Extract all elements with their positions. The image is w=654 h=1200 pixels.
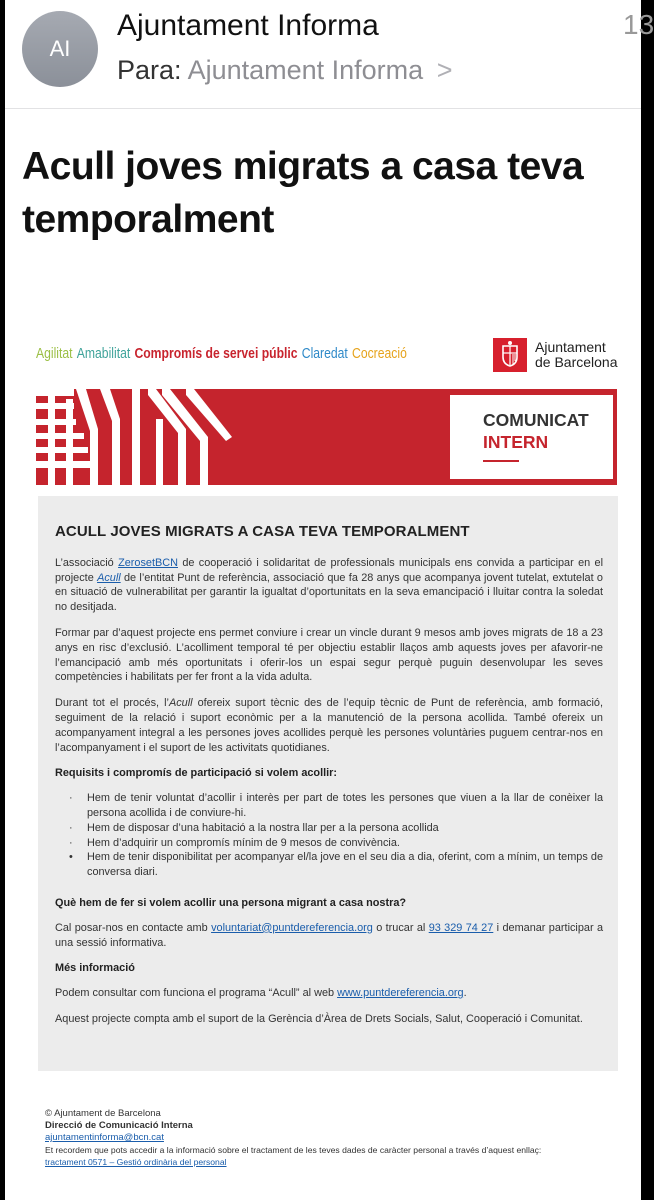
list-item	[55, 791, 603, 821]
volunteer-email-link[interactable]: voluntariat@puntdereferencia.org	[211, 921, 373, 934]
more-text-a: Podem consultar com funciona el programa “Acull” al web	[55, 987, 338, 1000]
bullet-icon: •	[69, 851, 73, 864]
ajuntament-logo	[493, 338, 618, 372]
intern-underline	[483, 460, 519, 462]
website-link[interactable]: www.puntdereferencia.org	[337, 987, 464, 1000]
logo-text	[535, 340, 618, 370]
value-claredat: Claredat	[301, 346, 348, 362]
p1-text-c: de l’entitat Punt de referència, associació que fa 28 anys que acompanya jovent tutelat, extutelat o en situació de vulnerabilitat per garantir la igualtat d’oportunitats en la seva emancipació i lluitar contra la soledat no desitjada.	[55, 571, 603, 614]
list-item	[55, 821, 603, 836]
bullet-icon: ·	[69, 836, 73, 849]
requirements-heading: Requisits i compromís de participació si volem acollir:	[55, 767, 338, 780]
more-text-b: .	[463, 987, 467, 1000]
footer-privacy-link[interactable]: tractament 0571 – Gestió ordinària del personal	[45, 1157, 227, 1167]
requirement-text: Hem de disposar d’una habitació a la nostra llar per a la persona acollida	[87, 821, 439, 834]
value-agilitat: Agilitat	[36, 346, 73, 362]
logo-line-2: de Barcelona	[535, 354, 618, 370]
sender-name[interactable]: Ajuntament Informa	[117, 9, 379, 42]
paragraph-more-info	[55, 986, 603, 1001]
p3-italic: Acull	[168, 697, 193, 710]
list-item	[55, 850, 603, 880]
paragraph-intro	[55, 556, 603, 615]
paragraph-support: Aquest projecte compta amb el suport de la Gerència d’Àrea de Drets Socials, Salut, Cooperació i Comunitat.	[55, 1012, 583, 1025]
list-item	[55, 836, 603, 851]
requirements-list	[55, 791, 603, 880]
how-to-heading: Què hem de fer si volem acollir una persona migrant a casa nostra?	[55, 896, 407, 909]
subject-line-1: Acull joves migrats a casa teva	[22, 145, 584, 188]
zerosetbcn-link[interactable]: ZerosetBCN	[118, 556, 178, 569]
announcement-body	[38, 496, 618, 1071]
p1-text-a: L’associació	[55, 556, 119, 569]
to-label: Para:	[117, 55, 182, 85]
paragraph-project: Formar par d’aquest projecte ens permet conviure i crear un vincle durant 9 mesos amb joves migrats de 18 a 23 anys en risc d’exclusió. L’acolliment temporal té per objectiu establir llaços amb aquests joves per afavorir-ne l’emancipació amb més oportunitats i oferir-los un espai segur perquè puguin desenvolupar les seves competències i habilitats per fer front a la vida adulta.	[55, 626, 603, 684]
paragraph-process	[55, 696, 603, 755]
p3-text-b: ofereix suport tècnic des de l’equip tècnic de Punt de referència, amb formació, seguiment de la relació i suport econòmic per a la manutenció de la persona acollida. També ofereix un acompanyament integral a les persones joves acollides perquè les persones voluntàries puguem centrar-nos en l’acompanyament i el suport de les activitats quotidianes.	[55, 697, 604, 754]
footer-copyright: © Ajuntament de Barcelona	[45, 1108, 161, 1119]
p1-text-b: de cooperació i solidaritat de professionals municipals ens convida a participar en el projecte	[55, 556, 603, 584]
announcement-title: ACULL JOVES MIGRATS A CASA TEVA TEMPORALMENT	[55, 523, 470, 540]
acull-link[interactable]: Acull	[97, 571, 121, 584]
p3-text-a: Durant tot el procés, l’	[55, 697, 169, 710]
recipient-name[interactable]: Ajuntament Informa	[187, 55, 424, 85]
email-date: 13	[623, 9, 654, 40]
email-subject	[22, 140, 632, 246]
footer-email-link[interactable]: ajuntamentinforma@bcn.cat	[45, 1132, 164, 1143]
barcelona-shield-icon	[493, 338, 527, 372]
bullet-icon: ·	[69, 821, 73, 834]
email-view	[5, 0, 654, 1200]
paragraph-contact	[55, 921, 603, 951]
value-cocreacio: Cocreació	[352, 346, 407, 362]
requirement-text: Hem de tenir disponibilitat per acompanyar el/la jove en el seu dia a dia, oferint, com a mínim, un temps de conversa diari.	[87, 851, 603, 879]
sender-avatar[interactable]	[22, 11, 98, 87]
value-compromis: Compromís de servei públic	[134, 346, 298, 362]
logo-line-1: Ajuntament	[535, 339, 606, 355]
header-divider	[5, 108, 641, 109]
more-info-heading: Més informació	[55, 962, 135, 975]
value-amabilitat: Amabilitat	[76, 346, 131, 362]
footer-privacy-note: Et recordem que pots accedir a la informació sobre el tractament de les teves dades de caràcter personal a través d’aquest enllaç:	[45, 1145, 542, 1155]
email-footer	[45, 1108, 625, 1168]
contact-text-c: i demanar participar a una sessió informativa.	[55, 921, 604, 949]
contact-text-a: Cal posar-nos en contacte amb	[55, 921, 212, 934]
avatar-initials: AI	[49, 36, 71, 61]
bullet-icon: ·	[69, 792, 73, 805]
subject-line-2: temporalment	[22, 198, 274, 241]
recipient-line[interactable]	[117, 55, 452, 86]
chevron-right-icon[interactable]: >	[436, 55, 453, 85]
requirement-text: Hem de tenir voluntat d’acollir i interès per part de totes les persones que viuen a la llar de conèixer la persona acollida i de conviure-hi.	[87, 792, 603, 819]
intern-text: INTERN	[483, 432, 549, 452]
requirement-text: Hem d’adquirir un compromís mínim de 9 mesos de convivència.	[87, 836, 400, 849]
contact-text-b: o trucar al	[372, 921, 429, 934]
phone-link[interactable]: 93 329 74 27	[428, 921, 494, 934]
values-tagline	[36, 346, 411, 362]
comunicat-text: COMUNICAT	[483, 410, 589, 430]
footer-department: Direcció de Comunicació Interna	[45, 1120, 193, 1131]
comunicat-intern-label	[450, 395, 613, 479]
